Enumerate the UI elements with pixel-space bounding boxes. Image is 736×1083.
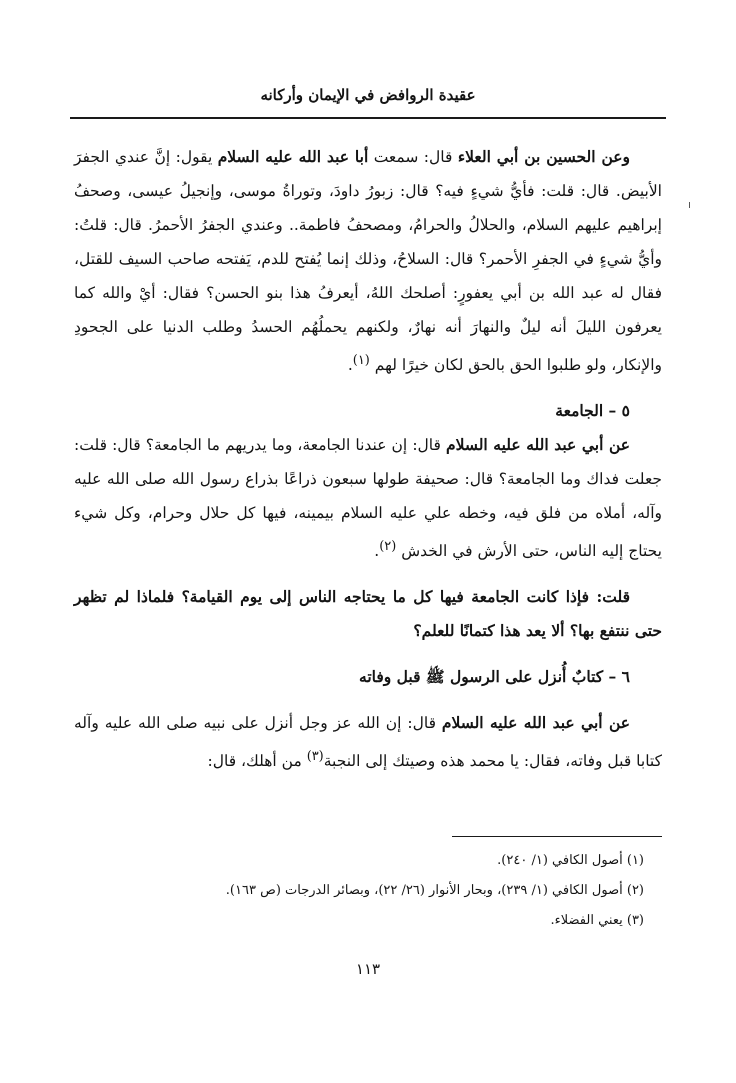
paragraph-end: .: [347, 356, 353, 375]
footnote-2: (٢) أصول الكافي (١/ ٢٣٩)، وبحار الأنوار (٢٦/ ٢٢)، وبصائر الدرجات (ص ١٦٣).: [225, 883, 644, 898]
heading-tail: قبل وفاته: [359, 667, 426, 687]
section-heading-6: [74, 660, 662, 694]
footnote-ref: (١): [352, 353, 370, 368]
footnote-ref: (٣): [306, 749, 324, 765]
heading-main: ٦ – كتابٌ أُنزل على الرسول ﷺ: [425, 667, 630, 687]
footnote-1: (١) أصول الكافي (١/ ٢٤٠).: [497, 853, 644, 868]
header-rule: [70, 117, 666, 119]
paragraph-end: .: [374, 542, 380, 561]
paragraph-text: من أهلك، قال:: [207, 752, 307, 771]
page-number: ١١٣: [355, 960, 381, 978]
margin-mark: [689, 202, 690, 208]
footnotes: [74, 846, 662, 936]
paragraph-text: يقول: إنَّ عندي الجفرَ الأبيض. قال: قلت: فأيُّ شيءٍ فيه؟ قال: زبورُ داودَ، وتوراةُ موسى، وإنجيلُ عيسى، وصحفُ إبراهيم عليهم السلام، والحلالُ والحرامُ، ومصحفُ فاطمة.. وعندي الجفرُ الأحمرُ. قال: قلتُ: وأيُّ شيءٍ في الجفرِ الأحمر؟ قال: السلاحُ، وذلك إنما يُفتح للدم، يَفتحه صاحب السيف للقتل، فقال له عبد الله بن أبي يعفورٍ: أصلحك اللهُ، أيعرفُ هذا بنو الحسن؟ فقال: أيْ والله كما يعرفون الليلَ أنه ليلٌ والنهارَ أنه نهارٌ، ولكنهم يحملُهُم الحسدُ وطلب الدنيا على الجحودِ والإنكار، ولو طلبوا الحق بالحق لكان خيرًا لهم: [74, 148, 662, 375]
narrator-name: وعن الحسين بن أبي العلاء: [457, 147, 631, 166]
imam-name: أبا عبد الله عليه السلام: [217, 147, 369, 166]
paragraph-3: [74, 580, 662, 648]
footnote-3: (٣) يعني الفضلاء.: [550, 913, 644, 928]
paragraph-text: قال: إن الله عز وجل أنزل على نبيه صلى الله عليه وآله كتابا قبل وفاته، فقال: يا محمد هذه وصيتك إلى النجبة: [74, 714, 662, 771]
paragraph-2: [74, 428, 662, 568]
narrator-name: عن أبي عبد الله عليه السلام: [441, 713, 630, 733]
main-text: [74, 140, 662, 778]
section-heading-5: ٥ – الجامعة: [555, 401, 630, 421]
paragraph-text: قال: إن عندنا الجامعة، وما يدريهم ما الجامعة؟ قال: قلت: جعلت فداك وما الجامعة؟ قال: صحيفة طولها سبعون ذراعًا بذراع رسول الله صلى الله عليه وآله، أملاه من فلق فيه، وخطه علي عليه السلام بيمينه، فيها كل حلال وحرام، وكل شيء يحتاج إليه الناس، حتى الأرش في الخدش: [74, 436, 662, 561]
paragraph-1: [74, 140, 662, 382]
paragraph-4: [74, 706, 662, 778]
footnote-rule: [452, 836, 662, 837]
question-text: قلت: فإذا كانت الجامعة فيها كل ما يحتاجه الناس إلى يوم القيامة؟ فلماذا لم تظهر حتى ننتفع بها؟ ألا يعد هذا كتمانًا للعلم؟: [74, 587, 662, 641]
running-title: عقيدة الروافض في الإيمان وأركانه: [260, 86, 476, 104]
narrator-name: عن أبي عبد الله عليه السلام: [446, 435, 630, 455]
footnote-ref: (٢): [379, 539, 397, 555]
paragraph-text: قال: سمعت: [368, 148, 458, 166]
